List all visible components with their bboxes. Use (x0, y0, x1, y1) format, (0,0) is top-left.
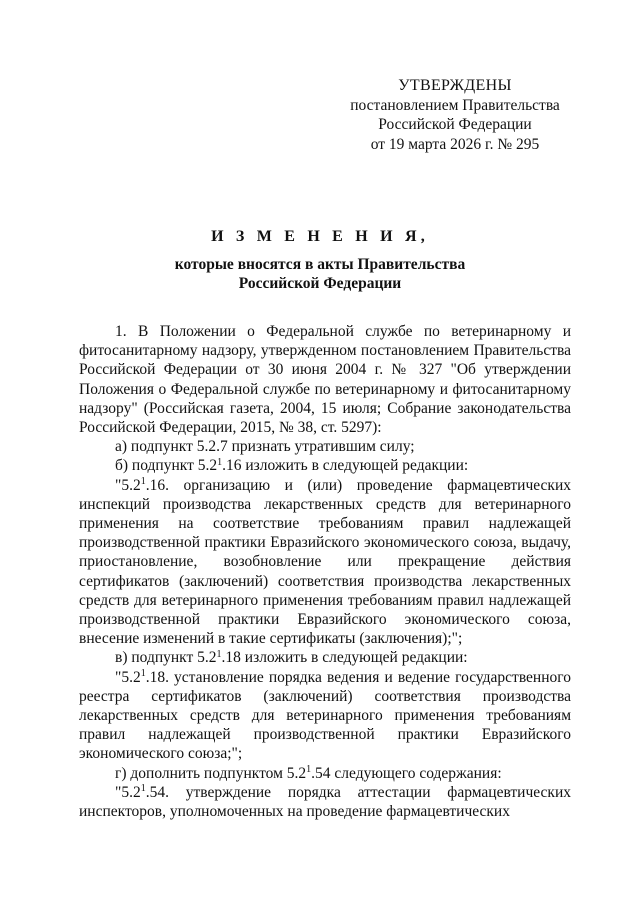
quote-3-text-end: .54. утверждение порядка аттестации фармацевтических инспекторов, уполномоченных на проведение фармацевтических (79, 783, 571, 821)
quote-2-superscript: 1 (140, 668, 146, 679)
quote-1-superscript: 1 (140, 475, 146, 487)
quote-2-text-end: .18. установление порядка ведения и ведение государственного реестра сертификатов (заключений) соответствия производства лекарственных средств для ветеринарного применения требованиям правил надлежащей производственной практики Евразийского экономического союза;"; (79, 668, 571, 763)
item-g-text-end: .54 следующего содержания: (311, 764, 502, 782)
quote-5-2-1-54 (79, 783, 571, 821)
item-v-text-end: .18 изложить в следующей редакции: (221, 649, 468, 667)
approved-authority-line: Российской Федерации (378, 116, 532, 133)
item-v-superscript: 1 (216, 648, 222, 660)
item-g-superscript: 1 (306, 764, 312, 776)
item-g-text-start: г) дополнить подпунктом 5.2 (115, 764, 307, 782)
item-b-superscript: 1 (217, 456, 223, 468)
document-body (79, 322, 571, 821)
quote-5-2-1-18 (79, 668, 571, 764)
paragraph-1: 1. В Положении о Федеральной службе по ветеринарному и фитосанитарному надзору, утвержденном постановлением Правительства Российской Федерации от 30 июня 2004 г. № 327 "Об утверждении Положения о Федеральной службе по ветеринарному и фитосанитарному надзору" (Российская газета, 2004, 15 июля; Собрание законодательства Российской Федерации, 2015, № 38, ст. 5297): (79, 323, 571, 437)
quote-1-text-end: .16. организацию и (или) проведение фармацевтических инспекций производства лекарственных средств для ветеринарного применения на соответствие требованиям правил надлежащей производственной практики Евразийского экономического союза, выдачу, приостановление, возобновление или прекращение действия сертификатов (заключений) соответствия производства лекарственных средств для ветеринарного применения требованиям правил надлежащей производственной практики Евразийского экономического союза, внесение изменений в такие сертификаты (заключения);"; (79, 476, 571, 648)
approved-by-line: постановлением Правительства (350, 96, 560, 114)
item-v-text-start: в) подпункт 5.2 (115, 649, 217, 667)
item-b (79, 456, 571, 475)
heading-subtitle (0, 255, 640, 293)
approval-stamp (330, 76, 580, 154)
quote-3-superscript: 1 (140, 783, 146, 795)
item-b-text-end: .16 изложить в следующей редакции: (222, 457, 469, 475)
heading-title: И З М Е Н Е Н И Я, (211, 228, 429, 245)
item-a: а) подпункт 5.2.7 признать утратившим силу; (115, 438, 415, 456)
item-b-text-start: б) подпункт 5.2 (115, 457, 218, 475)
heading-subtitle-line-2: Российской Федерации (238, 275, 402, 292)
item-v (79, 648, 571, 667)
quote-2-text-start: "5.2 (115, 668, 141, 686)
heading-subtitle-line-1: которые вносятся в акты Правительства (174, 256, 466, 273)
quote-3-text-start: "5.2 (115, 783, 141, 801)
quote-1-text-start: "5.2 (115, 476, 141, 494)
approved-date-number: от 19 марта 2026 г. № 295 (370, 135, 540, 153)
document-heading (0, 226, 640, 293)
quote-5-2-1-16 (79, 476, 571, 649)
item-g (79, 764, 571, 783)
approved-title: УТВЕРЖДЕНЫ (398, 77, 512, 94)
